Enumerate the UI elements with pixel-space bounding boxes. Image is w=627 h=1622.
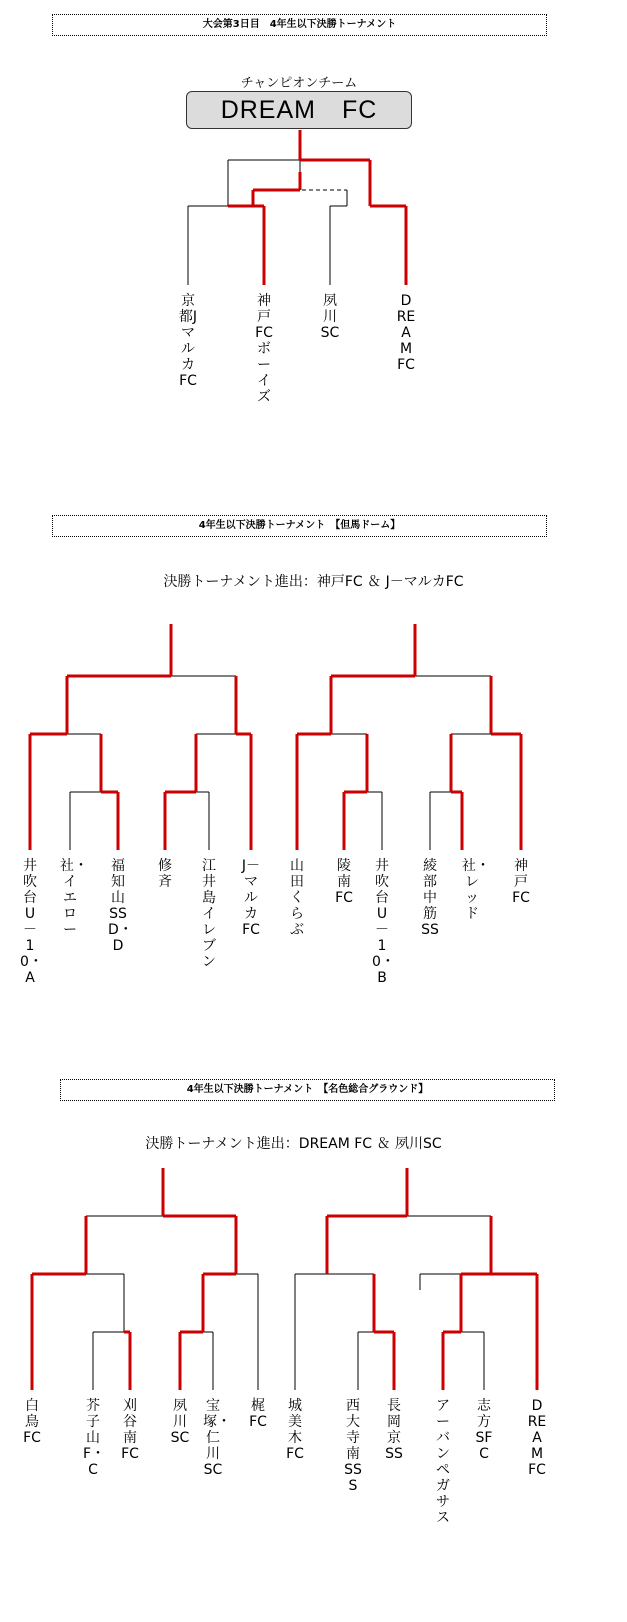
score: 0	[217, 796, 225, 812]
team-name: 白鳥FC	[23, 1398, 41, 1446]
team-name: 梶FC	[249, 1398, 267, 1430]
team-name: 修斉	[158, 858, 172, 890]
team-name: DREAMFC	[396, 293, 416, 373]
team-name: 福知山SSD・D	[108, 858, 133, 954]
score: 3	[525, 1220, 533, 1236]
score: 1	[161, 1336, 169, 1352]
score: 2	[240, 172, 248, 188]
score: 0	[215, 1336, 223, 1352]
score: 3	[378, 145, 386, 161]
team-name: 井吹台U－10・B	[372, 858, 395, 986]
score: 2	[412, 198, 420, 214]
champion-label: チャンピオンチーム	[240, 76, 358, 91]
meishiki-bracket	[14, 1168, 548, 1390]
team-name: 綾部中筋SS	[421, 858, 439, 938]
score: 5	[122, 796, 130, 812]
score: 0	[31, 681, 39, 697]
score: 0	[385, 738, 393, 754]
score: 4	[138, 1336, 146, 1352]
score: 3	[511, 681, 519, 697]
score: 1	[177, 738, 185, 754]
team-name: 長岡京SS	[385, 1398, 403, 1462]
score: 0	[338, 1336, 346, 1352]
score: 6	[328, 796, 336, 812]
score: 6	[14, 738, 22, 754]
score: 0	[212, 145, 220, 161]
team-name: 京都Jマルカ FC	[178, 293, 198, 389]
score: 0	[393, 796, 401, 812]
team-name: 井吹台U－10・A	[20, 858, 43, 986]
score: 2	[148, 796, 156, 812]
team-name: 山田くらぶ	[290, 858, 304, 938]
meishiki-advance-caption: 決勝トーナメント進出：DREAM FC ＆ 夙川SC	[145, 1136, 442, 1152]
tajima-bracket	[14, 624, 537, 850]
score: 0	[133, 1278, 141, 1294]
score: 0	[74, 1336, 82, 1352]
score: 1	[303, 681, 311, 697]
team-name: 社・レッド	[462, 858, 490, 922]
score: 0	[316, 198, 324, 214]
score: 0	[423, 1336, 431, 1352]
team-name: 夙川SC	[320, 293, 340, 341]
header-meishiki: 4年生以下決勝トーナメント 【名色総合グラウンド】	[60, 1079, 555, 1101]
team-name: 志方SFC	[475, 1398, 493, 1462]
score: 0	[295, 1278, 303, 1294]
team-name: 神戸FC	[512, 858, 530, 906]
score: 1	[347, 172, 355, 188]
final-bracket	[170, 130, 420, 285]
score: 1	[256, 681, 264, 697]
score: 0	[313, 1220, 321, 1236]
score: 6	[287, 738, 295, 754]
team-name: 芥子山F・C	[83, 1398, 106, 1478]
team-name: 江井島イレブン	[202, 858, 216, 970]
score: 1	[413, 796, 421, 812]
score: 0	[54, 796, 62, 812]
team-name: J－マルカFC	[241, 858, 261, 938]
team-name: アーバンペガサス	[436, 1398, 450, 1526]
score: 4	[540, 1278, 548, 1294]
team-name: 神戸FCボーイズ	[255, 293, 273, 405]
score: 0	[424, 1278, 432, 1294]
score: 5	[472, 796, 480, 812]
team-name: 西大寺南SSS	[344, 1398, 362, 1494]
score: 2	[243, 1220, 251, 1236]
team-name: 社・イエロー	[60, 858, 88, 938]
tajima-advance-caption: 決勝トーナメント進出：神戸FC ＆ J－マルカFC	[163, 574, 464, 590]
score: 0	[427, 738, 435, 754]
score: 1	[115, 738, 123, 754]
score: 1	[14, 1278, 22, 1294]
score: 1	[487, 1336, 495, 1352]
score: 3	[529, 738, 537, 754]
team-name: 刈谷南FC	[121, 1398, 139, 1462]
header-tajima: 4年生以下決勝トーナメント 【但馬ドーム】	[52, 515, 547, 537]
header-day3: 大会第3日目 4年生以下決勝トーナメント	[52, 14, 547, 36]
champion-team-box: DREAM FC	[186, 91, 412, 129]
team-name: DREAMFC	[527, 1398, 547, 1478]
team-name: 城美木FC	[286, 1398, 304, 1462]
team-name: 陵南FC	[335, 858, 353, 906]
score: 3	[268, 198, 276, 214]
score: 2	[186, 1278, 194, 1294]
score: 1	[383, 1278, 391, 1294]
score: 3	[262, 738, 270, 754]
team-name: 夙川SC	[170, 1398, 190, 1446]
score: 0	[258, 1278, 266, 1294]
score: 0	[170, 198, 178, 214]
score: 4	[398, 1336, 406, 1352]
team-name: 宝塚・仁川SC	[203, 1398, 231, 1478]
score: 1	[60, 1220, 68, 1236]
